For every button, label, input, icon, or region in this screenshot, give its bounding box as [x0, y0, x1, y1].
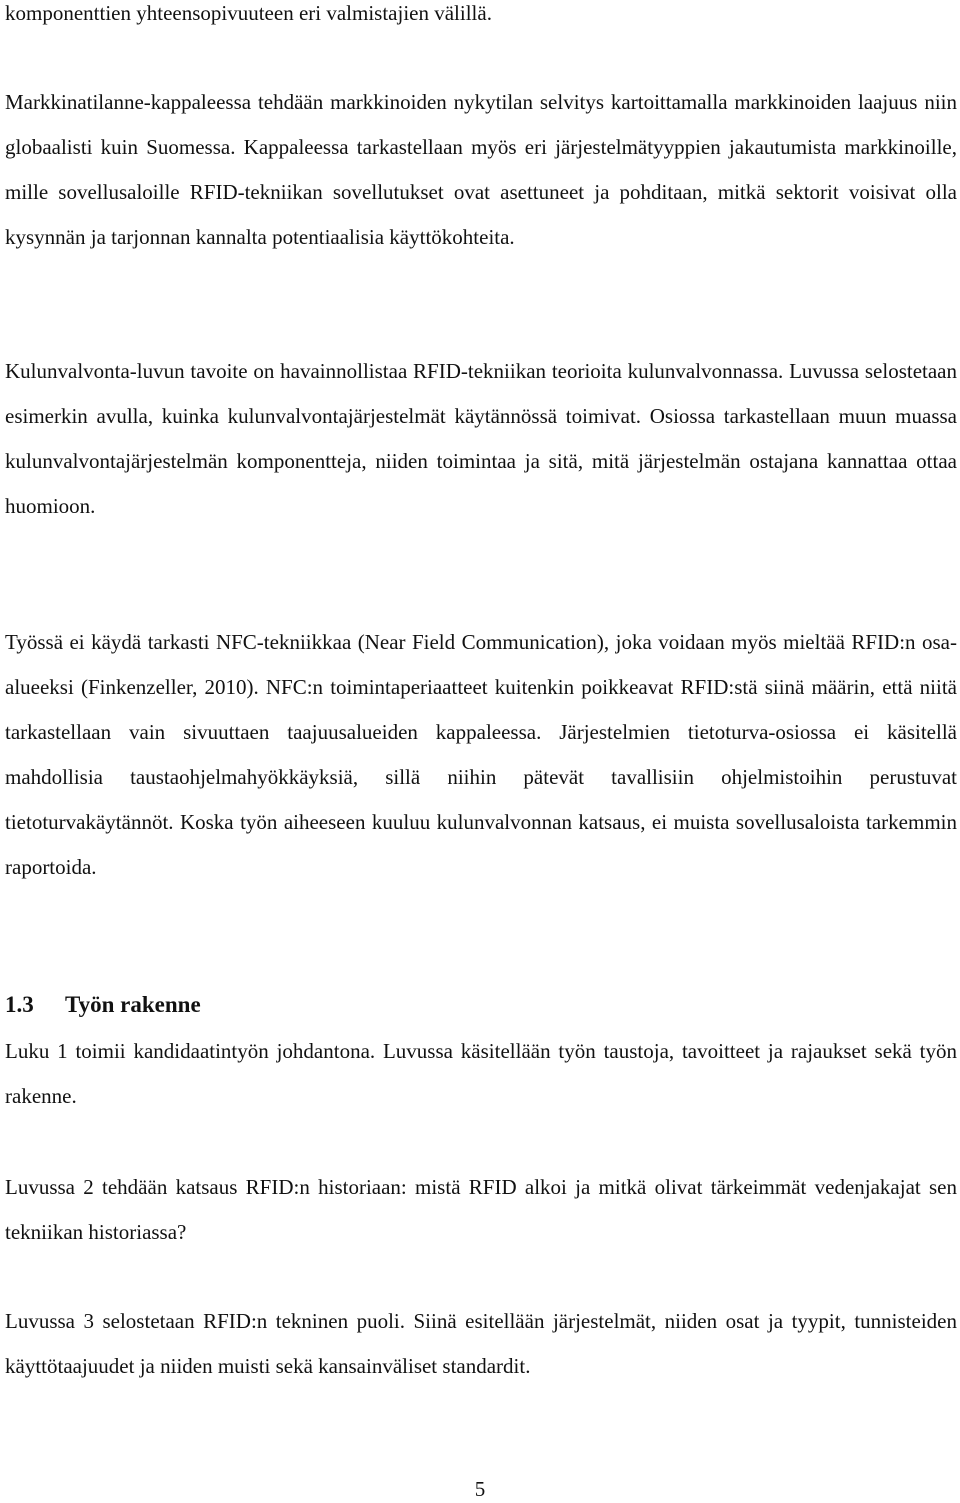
section-heading — [5, 988, 201, 1022]
paragraph-access-control: Kulunvalvonta-luvun tavoite on havainnollistaa RFID-tekniikan teorioita kulunvalvonnassa. Luvussa selostetaan esimerkin avulla, kuinka kulunvalvontajärjestelmät käytännössä toimivat. Osiossa tarkastellaan muun muassa kulunvalvontajärjestelmän komponentteja, niiden toimintaa ja sitä, mitä järjestelmän ostajana kannattaa ottaa huomioon. — [5, 359, 957, 518]
paragraph-market: Markkinatilanne-kappaleessa tehdään markkinoiden nykytilan selvitys kartoittamalla markkinoiden laajuus niin globaalisti kuin Suomessa. Kappaleessa tarkastellaan myös eri järjestelmätyyppien jakautumista markkinoille, mille sovellusaloille RFID-tekniikan sovellutukset ovat asettuneet ja pohditaan, mitkä sektorit voisivat olla kysynnän ja tarjonnan kannalta potentiaalisia käyttökohteita. — [5, 90, 957, 249]
paragraph-intro-end: komponenttien yhteensopivuuteen eri valmistajien välillä. — [5, 1, 492, 25]
page-number: 5 — [474, 1477, 486, 1501]
paragraph-chapter-3: Luvussa 3 selostetaan RFID:n tekninen puoli. Siinä esitellään järjestelmät, niiden osat ja tyypit, tunnisteiden käyttötaajuudet ja niiden muisti sekä kansainväliset standardit. — [5, 1309, 957, 1378]
paragraph-scope: Työssä ei käydä tarkasti NFC-tekniikkaa (Near Field Communication), joka voidaan myös mieltää RFID:n osa-alueeksi (Finkenzeller, 2010). NFC:n toimintaperiaatteet kuitenkin poikkeavat RFID:stä siinä määrin, että niitä tarkastellaan vain sivuuttaen taajuusalueiden kappaleessa. Järjestelmien tietoturva-osiossa ei käsitellä mahdollisia taustaohjelmahyökkäyksiä, sillä niihin pätevät tavallisiin ohjelmistoihin perustuvat tietoturvakäytännöt. Koska työn aiheeseen kuuluu kulunvalvonnan katsaus, ei muista sovellusaloista tarkemmin raportoida. — [5, 630, 957, 879]
paragraph-chapter-2: Luvussa 2 tehdään katsaus RFID:n historiaan: mistä RFID alkoi ja mitkä olivat tärkeimmät vedenjakajat sen tekniikan historiassa? — [5, 1175, 957, 1244]
paragraph-chapter-1: Luku 1 toimii kandidaatintyön johdantona. Luvussa käsitellään työn taustoja, tavoitteet ja rajaukset sekä työn rakenne. — [5, 1039, 957, 1108]
section-number: 1.3 — [5, 992, 34, 1017]
section-title: Työn rakenne — [65, 992, 201, 1017]
